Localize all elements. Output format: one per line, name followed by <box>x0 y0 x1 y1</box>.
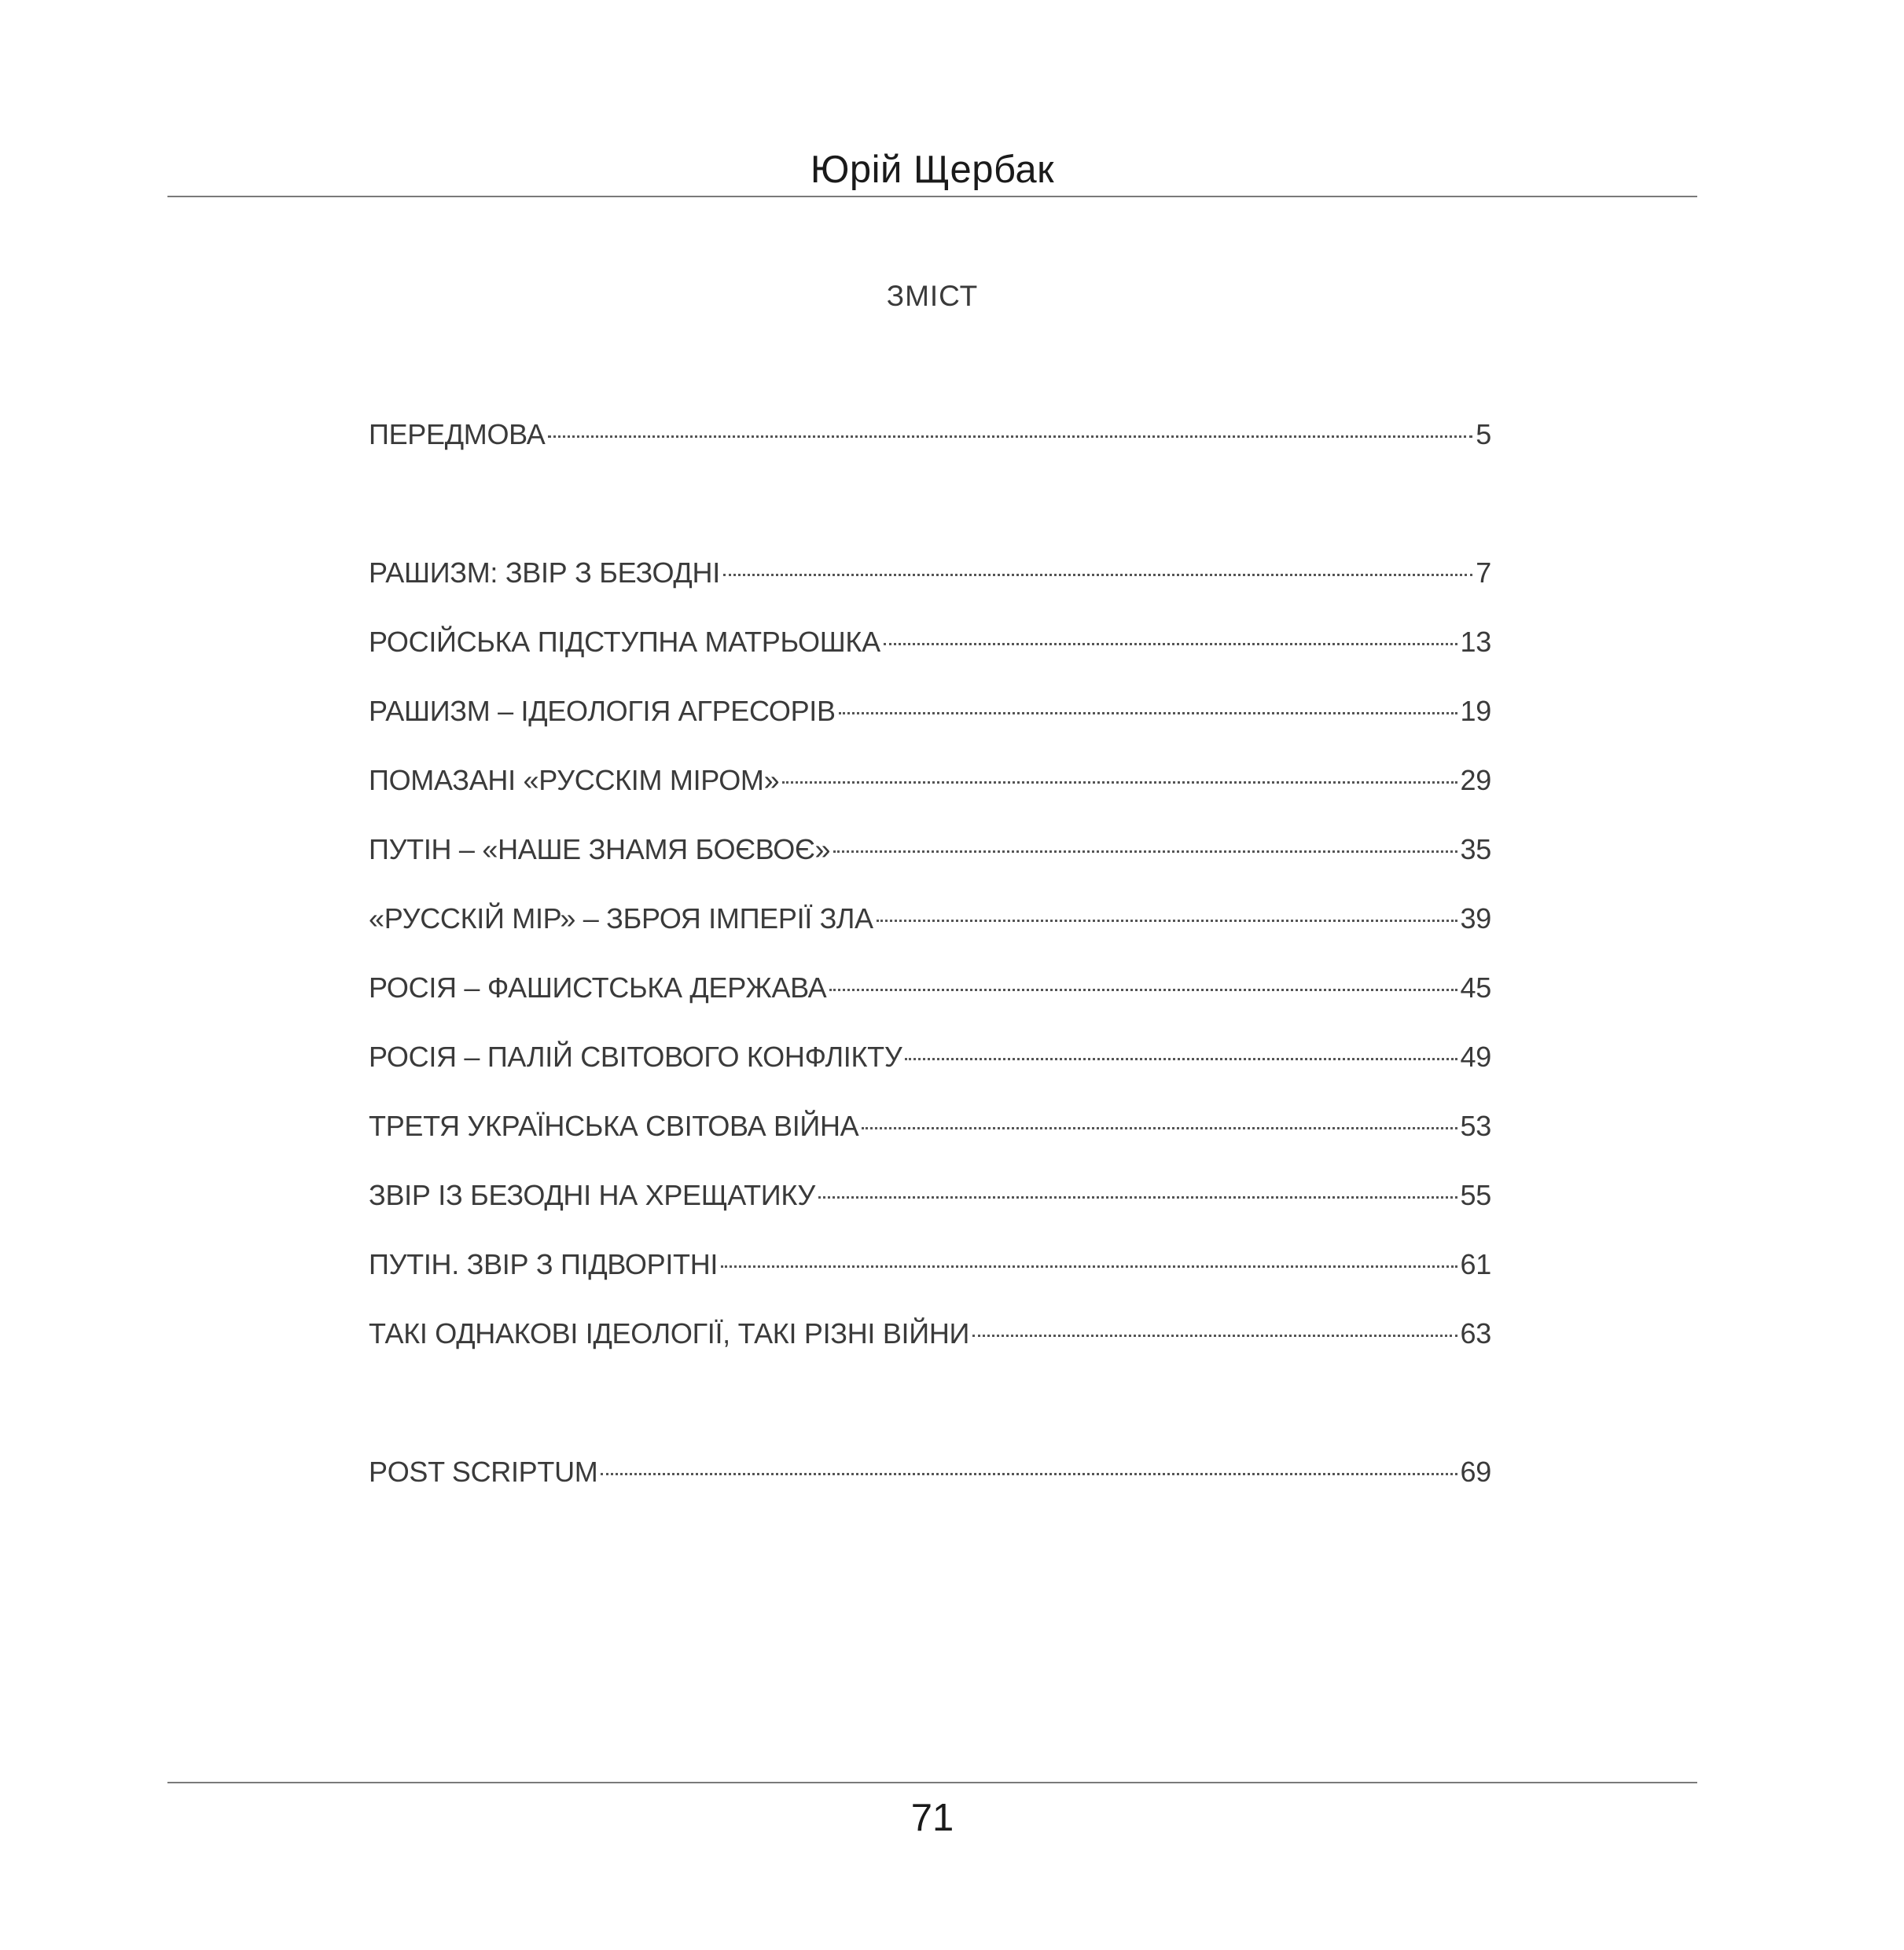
toc-entry-page: 5 <box>1476 418 1491 450</box>
toc-entry[interactable] <box>369 969 1491 1007</box>
toc-entry-preface[interactable] <box>369 416 1491 454</box>
toc-entry-title: «РУССКІЙ МІР» – ЗБРОЯ ІМПЕРІЇ ЗЛА <box>369 902 873 935</box>
dot-leader <box>721 1265 1457 1268</box>
toc-entry-post-scriptum[interactable] <box>369 1453 1491 1491</box>
toc-entry-title: ПОМАЗАНІ «РУССКІМ МІРОМ» <box>369 764 780 796</box>
toc-entry[interactable] <box>369 1038 1491 1076</box>
toc-entry[interactable] <box>369 554 1491 592</box>
dot-leader <box>884 643 1457 645</box>
dot-leader <box>905 1058 1457 1060</box>
toc-entry-page: 69 <box>1460 1456 1491 1488</box>
dot-leader <box>601 1473 1457 1475</box>
toc-entry[interactable] <box>369 1177 1491 1214</box>
toc-entry[interactable] <box>369 692 1491 730</box>
toc-entry-title: РАШИЗМ: ЗВІР З БЕЗОДНІ <box>369 556 720 589</box>
toc-entry-title: POST SCRIPTUM <box>369 1456 598 1488</box>
toc-entry-page: 13 <box>1460 626 1491 658</box>
toc-entry[interactable] <box>369 1107 1491 1145</box>
toc-entry[interactable] <box>369 623 1491 661</box>
toc-entry-page: 35 <box>1460 833 1491 865</box>
toc-entry[interactable] <box>369 1315 1491 1353</box>
footer-rule <box>167 1782 1697 1783</box>
toc-heading: ЗМІСТ <box>886 280 979 312</box>
dot-leader <box>862 1127 1457 1129</box>
toc-entry[interactable] <box>369 762 1491 799</box>
dot-leader <box>877 920 1457 922</box>
toc-entry-title: ЗВІР ІЗ БЕЗОДНІ НА ХРЕЩАТИКУ <box>369 1179 816 1211</box>
toc-entry-page: 7 <box>1476 556 1491 589</box>
toc-entry-page: 19 <box>1460 695 1491 727</box>
toc-entry[interactable] <box>369 900 1491 938</box>
dot-leader <box>548 435 1472 438</box>
toc-entry-page: 39 <box>1460 902 1491 935</box>
toc-entry-title: ПЕРЕДМОВА <box>369 418 546 450</box>
toc-entry-page: 61 <box>1460 1248 1491 1280</box>
dot-leader <box>833 850 1457 853</box>
toc-entry-title: ПУТІН – «НАШЕ ЗНАМЯ БОЄВОЄ» <box>369 833 831 865</box>
dot-leader <box>839 712 1457 714</box>
toc-entry[interactable] <box>369 831 1491 869</box>
toc-entry-title: РОСІЯ – ПАЛІЙ СВІТОВОГО КОНФЛІКТУ <box>369 1041 902 1073</box>
dot-leader <box>972 1335 1457 1337</box>
toc-entry-title: ТАКІ ОДНАКОВІ ІДЕОЛОГІЇ, ТАКІ РІЗНІ ВІЙНИ <box>369 1317 970 1350</box>
toc-entry-page: 63 <box>1460 1317 1491 1350</box>
toc-entry-page: 49 <box>1460 1041 1491 1073</box>
toc-entry-page: 55 <box>1460 1179 1491 1211</box>
toc-entry-title: ПУТІН. ЗВІР З ПІДВОРІТНІ <box>369 1248 719 1280</box>
dot-leader <box>829 989 1457 991</box>
dot-leader <box>782 781 1457 784</box>
toc-entry-title: РОСІЙСЬКА ПІДСТУПНА МАТРЬОШКА <box>369 626 880 658</box>
toc-entry[interactable] <box>369 1246 1491 1283</box>
toc-entry-page: 53 <box>1460 1110 1491 1142</box>
page-number: 71 <box>910 1797 954 1839</box>
toc-entry-title: ТРЕТЯ УКРАЇНСЬКА СВІТОВА ВІЙНА <box>369 1110 859 1142</box>
dot-leader <box>818 1196 1457 1199</box>
toc-entry-page: 45 <box>1460 971 1491 1004</box>
toc-entry-title: РОСІЯ – ФАШИСТСЬКА ДЕРЖАВА <box>369 971 827 1004</box>
dot-leader <box>723 574 1472 576</box>
running-head-author: Юрій Щербак <box>810 149 1055 191</box>
toc-entry-page: 29 <box>1460 764 1491 796</box>
toc-entry-title: РАШИЗМ – ІДЕОЛОГІЯ АГРЕСОРІВ <box>369 695 836 727</box>
header-rule <box>167 196 1697 197</box>
